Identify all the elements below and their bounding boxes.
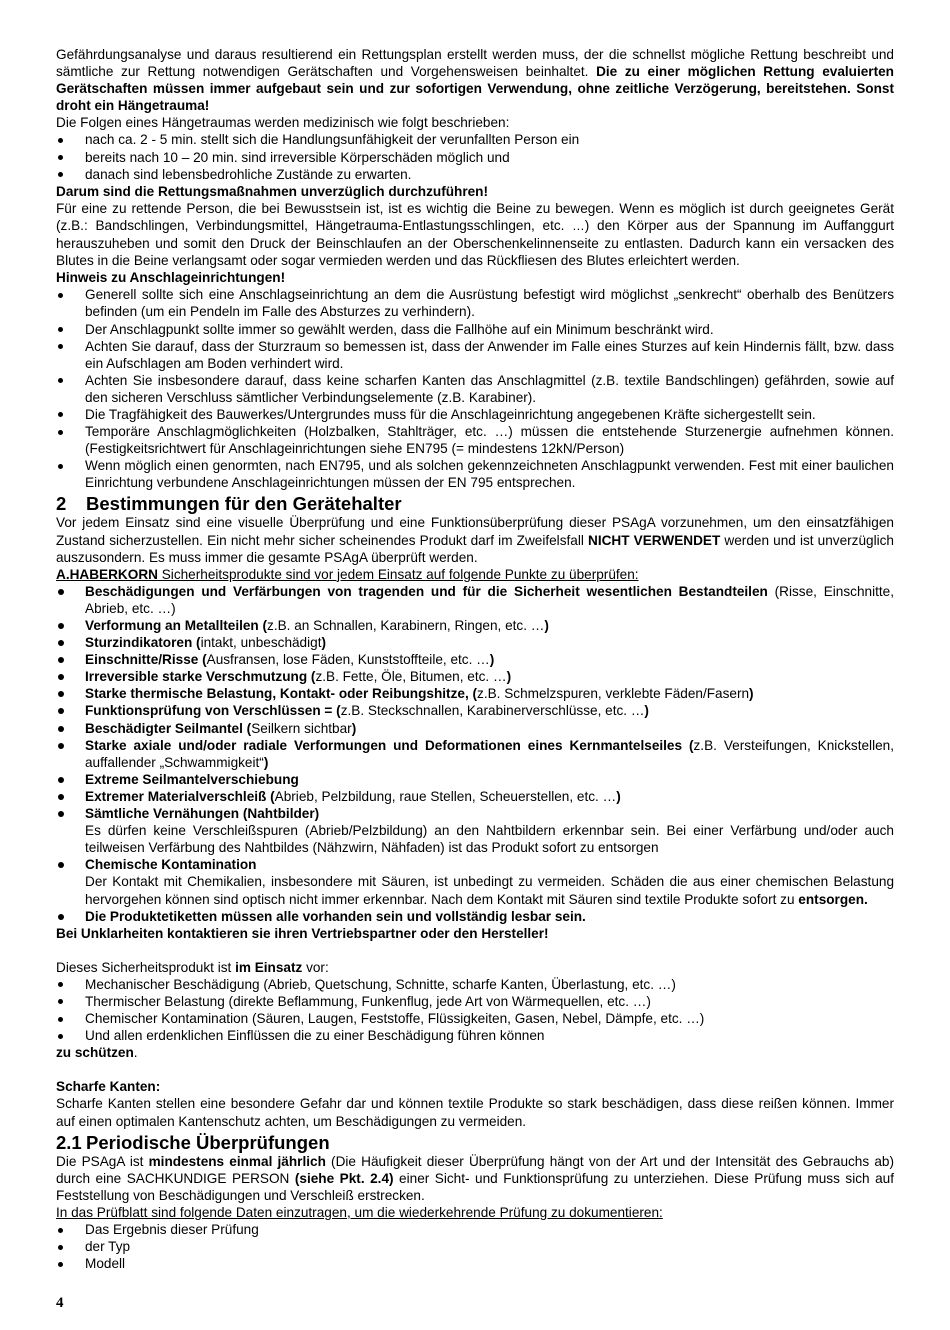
- check-title: Extreme Seilmantelverschiebung: [85, 771, 299, 787]
- check-detail: Ausfransen, lose Fäden, Kunststoffteile, etc. …: [206, 652, 490, 668]
- list-item: [56, 771, 894, 788]
- check-detail: z.B. an Schnallen, Karabinern, Ringen, etc. …: [267, 618, 545, 633]
- section-title: Periodische Überprüfungen: [86, 1131, 330, 1153]
- paragraph-text: einer Sicht- und Funktionsprüfung zu unterziehen. Diese Prüfung muss sich auf Feststellung von Beschädigungen und Verschleiß erstrecken.: [56, 1170, 894, 1203]
- check-title: Die Produktetiketten müssen alle vorhanden sein und vollständig lesbar sein.: [85, 908, 586, 924]
- list-item: Wenn möglich einen genormten, nach EN795, und als solchen gekennzeichneten Anschlagpunkt verwenden. Fest mit einer baulichen Einrichtung verbundene Anschlageinrichtungen müssen der EN 795 entsprechen.: [56, 457, 894, 491]
- check-close: ): [489, 652, 495, 668]
- section-title: Bestimmungen für den Gerätehalter: [86, 493, 402, 515]
- list-item: Mechanischer Beschädigung (Abrieb, Quetschung, Schnitte, scharfe Kanten, Überlastung, etc. …): [56, 976, 894, 993]
- record-intro: In das Prüfblatt sind folgende Daten einzutragen, um die wiederkehrende Prüfung zu dokumentieren:: [56, 1204, 663, 1220]
- rescue-text: Für eine zu rettende Person, die bei Bewusstsein ist, ist es wichtig die Beine zu bewegen. Wenn es möglich ist durch geeignetes Gerät (z.B.: Bandschlingen, Verbindungsmittel, Hängetrauma-Entlastungsschlingen, etc.: [56, 200, 894, 233]
- check-detail: (Risse, Einschnitte, Abrieb, etc. …): [85, 583, 894, 616]
- paragraph-text: Vor jedem Einsatz sind eine visuelle Überprüfung und eine Funktionsüberprüfung dieser PSAgA vorzunehmen, um den einsatzfähigen Zustand sicherzustellen. Ein nicht mehr sicher scheinendes Produkt darf im Zweifelsfall: [56, 515, 894, 548]
- spacer: [56, 1061, 894, 1078]
- list-item: [56, 737, 894, 771]
- list-item: nach ca. 2 - 5 min. stellt sich die Handlungsunfähigkeit der verunfallten Person ein: [56, 131, 894, 148]
- protect-list: [56, 976, 894, 1044]
- check-title: Beschädigungen und Verfärbungen von tragenden und für die Sicherheit wesentlichen Bestandteilen: [85, 583, 768, 599]
- protect-end: [56, 1044, 894, 1061]
- check-detail: Der Kontakt mit Chemikalien, insbesondere mit Säuren, ist unbedingt zu vermeiden. Schäden die aus einer chemischen Belastung hervorgehen können sind optisch nicht immer erkennbar. Nach dem Kontakt mit Säuren sind textile Produkte sofort zu: [85, 874, 894, 907]
- check-close: ): [506, 669, 512, 685]
- check-close: ): [749, 686, 754, 702]
- rescue-text-end: ) den Körper aus der Spannung im Auffanggurt herauszuheben und somit den Druck der Beinschlaufen an der Oberschenkelinnenseite zu entlasten. Dadurch kann ein versacken des Blutes in die Beine verlangsamt oder sogar vermieden werden und das Rückfliesen des Blutes erleichtert werden.: [56, 217, 894, 269]
- paragraph-text: Die PSAgA ist: [56, 1153, 149, 1169]
- consequences-intro: Die Folgen eines Hängetraumas werden medizinisch wie folgt beschrieben:: [56, 115, 510, 131]
- check-detail: Abrieb, Pelzbildung, raue Stellen, Scheuerstellen, etc. …: [274, 788, 617, 804]
- section-2-heading: [56, 493, 894, 514]
- list-item: danach sind lebensbedrohliche Zustände zu erwarten.: [56, 166, 894, 183]
- section-2-paragraph: [56, 514, 894, 565]
- check-detail: z.B. Schmelzspuren, verklebte Fäden/Fasern: [477, 686, 750, 702]
- list-item: Temporäre Anschlagmöglichkeiten (Holzbalken, Stahlträger, etc. …) müssen die entstehende Sturzenergie aufnehmen können. (Festigkeitsrichtwert für Anschlageinrichtungen siehe EN795 (= mindestens 12kN/Person): [56, 423, 894, 457]
- contact-note: Bei Unklarheiten kontaktieren sie ihren Vertriebspartner oder den Hersteller!: [56, 925, 549, 941]
- check-detail: Es dürfen keine Verschleißspuren (Abrieb/Pelzbildung) an den Nahtbildern erkennbar sein. Bei einer Verfärbung und/oder auch teilweisen Verfärbung des Nahtbildes (Nähzwirn, Nähfaden) ist das Produkt sofort zu entsorgen: [85, 823, 894, 856]
- check-title: Chemische Kontamination: [85, 857, 257, 873]
- protect-end-bold: zu schützen: [56, 1045, 134, 1061]
- list-item: [56, 805, 894, 856]
- list-item: [56, 720, 894, 737]
- check-title: Extremer Materialverschleiß (: [85, 788, 275, 804]
- paragraph-text-end: werden und ist unverzüglich auszusondern. Es muss immer die gesamte PSAgA überprüft werden.: [56, 532, 894, 565]
- list-item: Achten Sie darauf, dass der Sturzraum so bemessen ist, dass der Anwender im Falle eines Sturzes auf kein Hindernis fällt, bzw. dass ein Aufschlagen am Boden verhindert wird.: [56, 338, 894, 372]
- list-item: [56, 788, 894, 805]
- check-title: Einschnitte/Risse (: [85, 652, 207, 668]
- check-title: Beschädigter Seilmantel (: [85, 720, 252, 736]
- rescue-ellipsis: …: [572, 218, 585, 233]
- protect-text-end: vor:: [302, 959, 329, 975]
- paragraph-emphasis: mindestens einmal jährlich: [148, 1153, 326, 1169]
- anchor-list: [56, 286, 894, 491]
- section-2-1-paragraph: [56, 1153, 894, 1204]
- check-title: Irreversible starke Verschmutzung (: [85, 669, 316, 685]
- check-title: Starke thermische Belastung, Kontakt- oder Reibungshitze, (: [85, 686, 478, 702]
- check-title: Sämtliche Vernähungen (Nahtbilder): [85, 806, 320, 822]
- protect-end-rest: .: [133, 1045, 138, 1061]
- check-detail: Seilkern sichtbar: [251, 720, 352, 736]
- check-detail: z.B. Steckschnallen, Karabinerverschlüsse, etc. …: [340, 703, 645, 719]
- paragraph-text: (Die Häufigkeit dieser Überprüfung hängt von der Art und der Intensität des Gebrauchs ab) durch eine SACHKUNDIGE PERSON: [56, 1153, 894, 1186]
- list-item: [56, 617, 894, 634]
- list-item: Thermischer Belastung (direkte Beflammung, Funkenflug, jede Art von Wärmequellen, etc. …): [56, 993, 894, 1010]
- check-intro: [56, 566, 894, 583]
- page-number: 4: [56, 1295, 64, 1311]
- list-item: bereits nach 10 – 20 min. sind irreversible Körperschäden möglich und: [56, 149, 894, 166]
- rescue-heading: Darum sind die Rettungsmaßnahmen unverzüglich durchzuführen!: [56, 183, 489, 199]
- section-number: 2.1: [56, 1131, 82, 1153]
- list-item: [56, 856, 894, 907]
- check-intro-text: Sicherheitsprodukte sind vor jedem Einsatz auf folgende Punkte zu überprüfen:: [157, 566, 639, 582]
- section-number: 2: [56, 493, 67, 515]
- intro-paragraph: [56, 46, 894, 114]
- intro-text: Gefährdungsanalyse und daraus resultierend ein Rettungsplan erstellt werden muss, der die schnellst mögliche Rettung beschreibt und sämtliche zur Rettung notwendigen Gerätschaften und Vorgehensweisen beinhaltet.: [56, 47, 894, 80]
- list-item: der Typ: [56, 1238, 894, 1255]
- check-title: Funktionsprüfung von Verschlüssen = (: [85, 703, 341, 719]
- check-close: ): [616, 788, 621, 804]
- check-emphasis: entsorgen.: [798, 891, 868, 907]
- list-item: [56, 583, 894, 617]
- rescue-paragraph: [56, 200, 894, 269]
- check-title: Sturzindikatoren (: [85, 635, 201, 651]
- list-item: [56, 651, 894, 668]
- paragraph-emphasis: NICHT VERWENDET: [588, 532, 721, 548]
- list-item: Generell sollte sich eine Anschlagseinrichtung an dem die Ausrüstung befestigt wird möglichst „senkrecht“ oberhalb des Benützers befinden (um ein Pendeln im Falle des Absturzes zu verhindern).: [56, 286, 894, 320]
- list-item: [56, 685, 894, 702]
- list-item: Achten Sie insbesondere darauf, dass keine scharfen Kanten das Anschlagmittel (z.B. textile Bandschlingen) gefährden, sowie auf den sicheren Verschluss sämtlicher Verbindungselemente (z.B. Karabiner).: [56, 372, 894, 406]
- check-close: ): [351, 720, 357, 736]
- check-title: Verformung an Metallteilen (: [85, 618, 268, 633]
- check-detail: intakt, unbeschädigt: [200, 635, 322, 651]
- list-item: Modell: [56, 1255, 894, 1272]
- list-item: [56, 668, 894, 685]
- sharp-edges-text: Scharfe Kanten stellen eine besondere Gefahr dar und können textile Produkte so stark beschädigen, dass diese reißen können. Immer auf einen optimalen Kantenschutz achten, um Beschädigungen zu vermeiden.: [56, 1096, 894, 1129]
- anchor-heading: Hinweis zu Anschlageinrichtungen!: [56, 270, 286, 286]
- list-item: Das Ergebnis dieser Prüfung: [56, 1221, 894, 1238]
- brand-name: A.HABERKORN: [56, 566, 158, 582]
- protect-intro: [56, 959, 894, 976]
- list-item: Der Anschlagpunkt sollte immer so gewählt werden, dass die Fallhöhe auf ein Minimum beschränkt wird.: [56, 321, 894, 338]
- sharp-edges-title: Scharfe Kanten:: [56, 1079, 161, 1095]
- check-close: ): [321, 635, 327, 651]
- record-list: [56, 1221, 894, 1272]
- check-detail: z.B. Versteifungen, Knickstellen, auffallender „Schwammigkeit“: [85, 737, 894, 770]
- consequences-list: [56, 131, 894, 182]
- paragraph-emphasis: (siehe Pkt. 2.4): [294, 1170, 394, 1186]
- list-item: Die Tragfähigkeit des Bauwerkes/Untergrundes muss für die Anschlageinrichtung angegebenen Kräfte sichergestellt sein.: [56, 406, 894, 423]
- list-item: [56, 908, 894, 925]
- check-close: ): [644, 703, 649, 719]
- section-2-1-heading: [56, 1132, 894, 1153]
- list-item: [56, 702, 894, 719]
- list-item: Und allen erdenklichen Einflüssen die zu einer Beschädigung führen können: [56, 1027, 894, 1044]
- check-title: Starke axiale und/oder radiale Verformungen und Deformationen eines Kernmantelseiles (: [85, 737, 694, 753]
- protect-emphasis: im Einsatz: [235, 959, 303, 975]
- spacer: [56, 942, 894, 959]
- check-close: ): [544, 618, 549, 633]
- list-item: [56, 634, 894, 651]
- intro-warning: Die zu einer möglichen Rettung evaluierten Gerätschaften müssen immer aufgebaut sein und zur sofortigen Verwendung, ohne zeitliche Verzögerung, bereitstehen. Sonst droht ein Hängetrauma!: [56, 64, 894, 114]
- check-detail: z.B. Fette, Öle, Bitumen, etc. …: [315, 669, 507, 685]
- document-page: [56, 46, 894, 1272]
- list-item: Chemischer Kontamination (Säuren, Laugen, Feststoffe, Flüssigkeiten, Gasen, Nebel, Dämpfe, etc. …): [56, 1010, 894, 1027]
- check-close: ): [263, 754, 269, 770]
- protect-text: Dieses Sicherheitsprodukt ist: [56, 959, 236, 975]
- check-list: [56, 583, 894, 925]
